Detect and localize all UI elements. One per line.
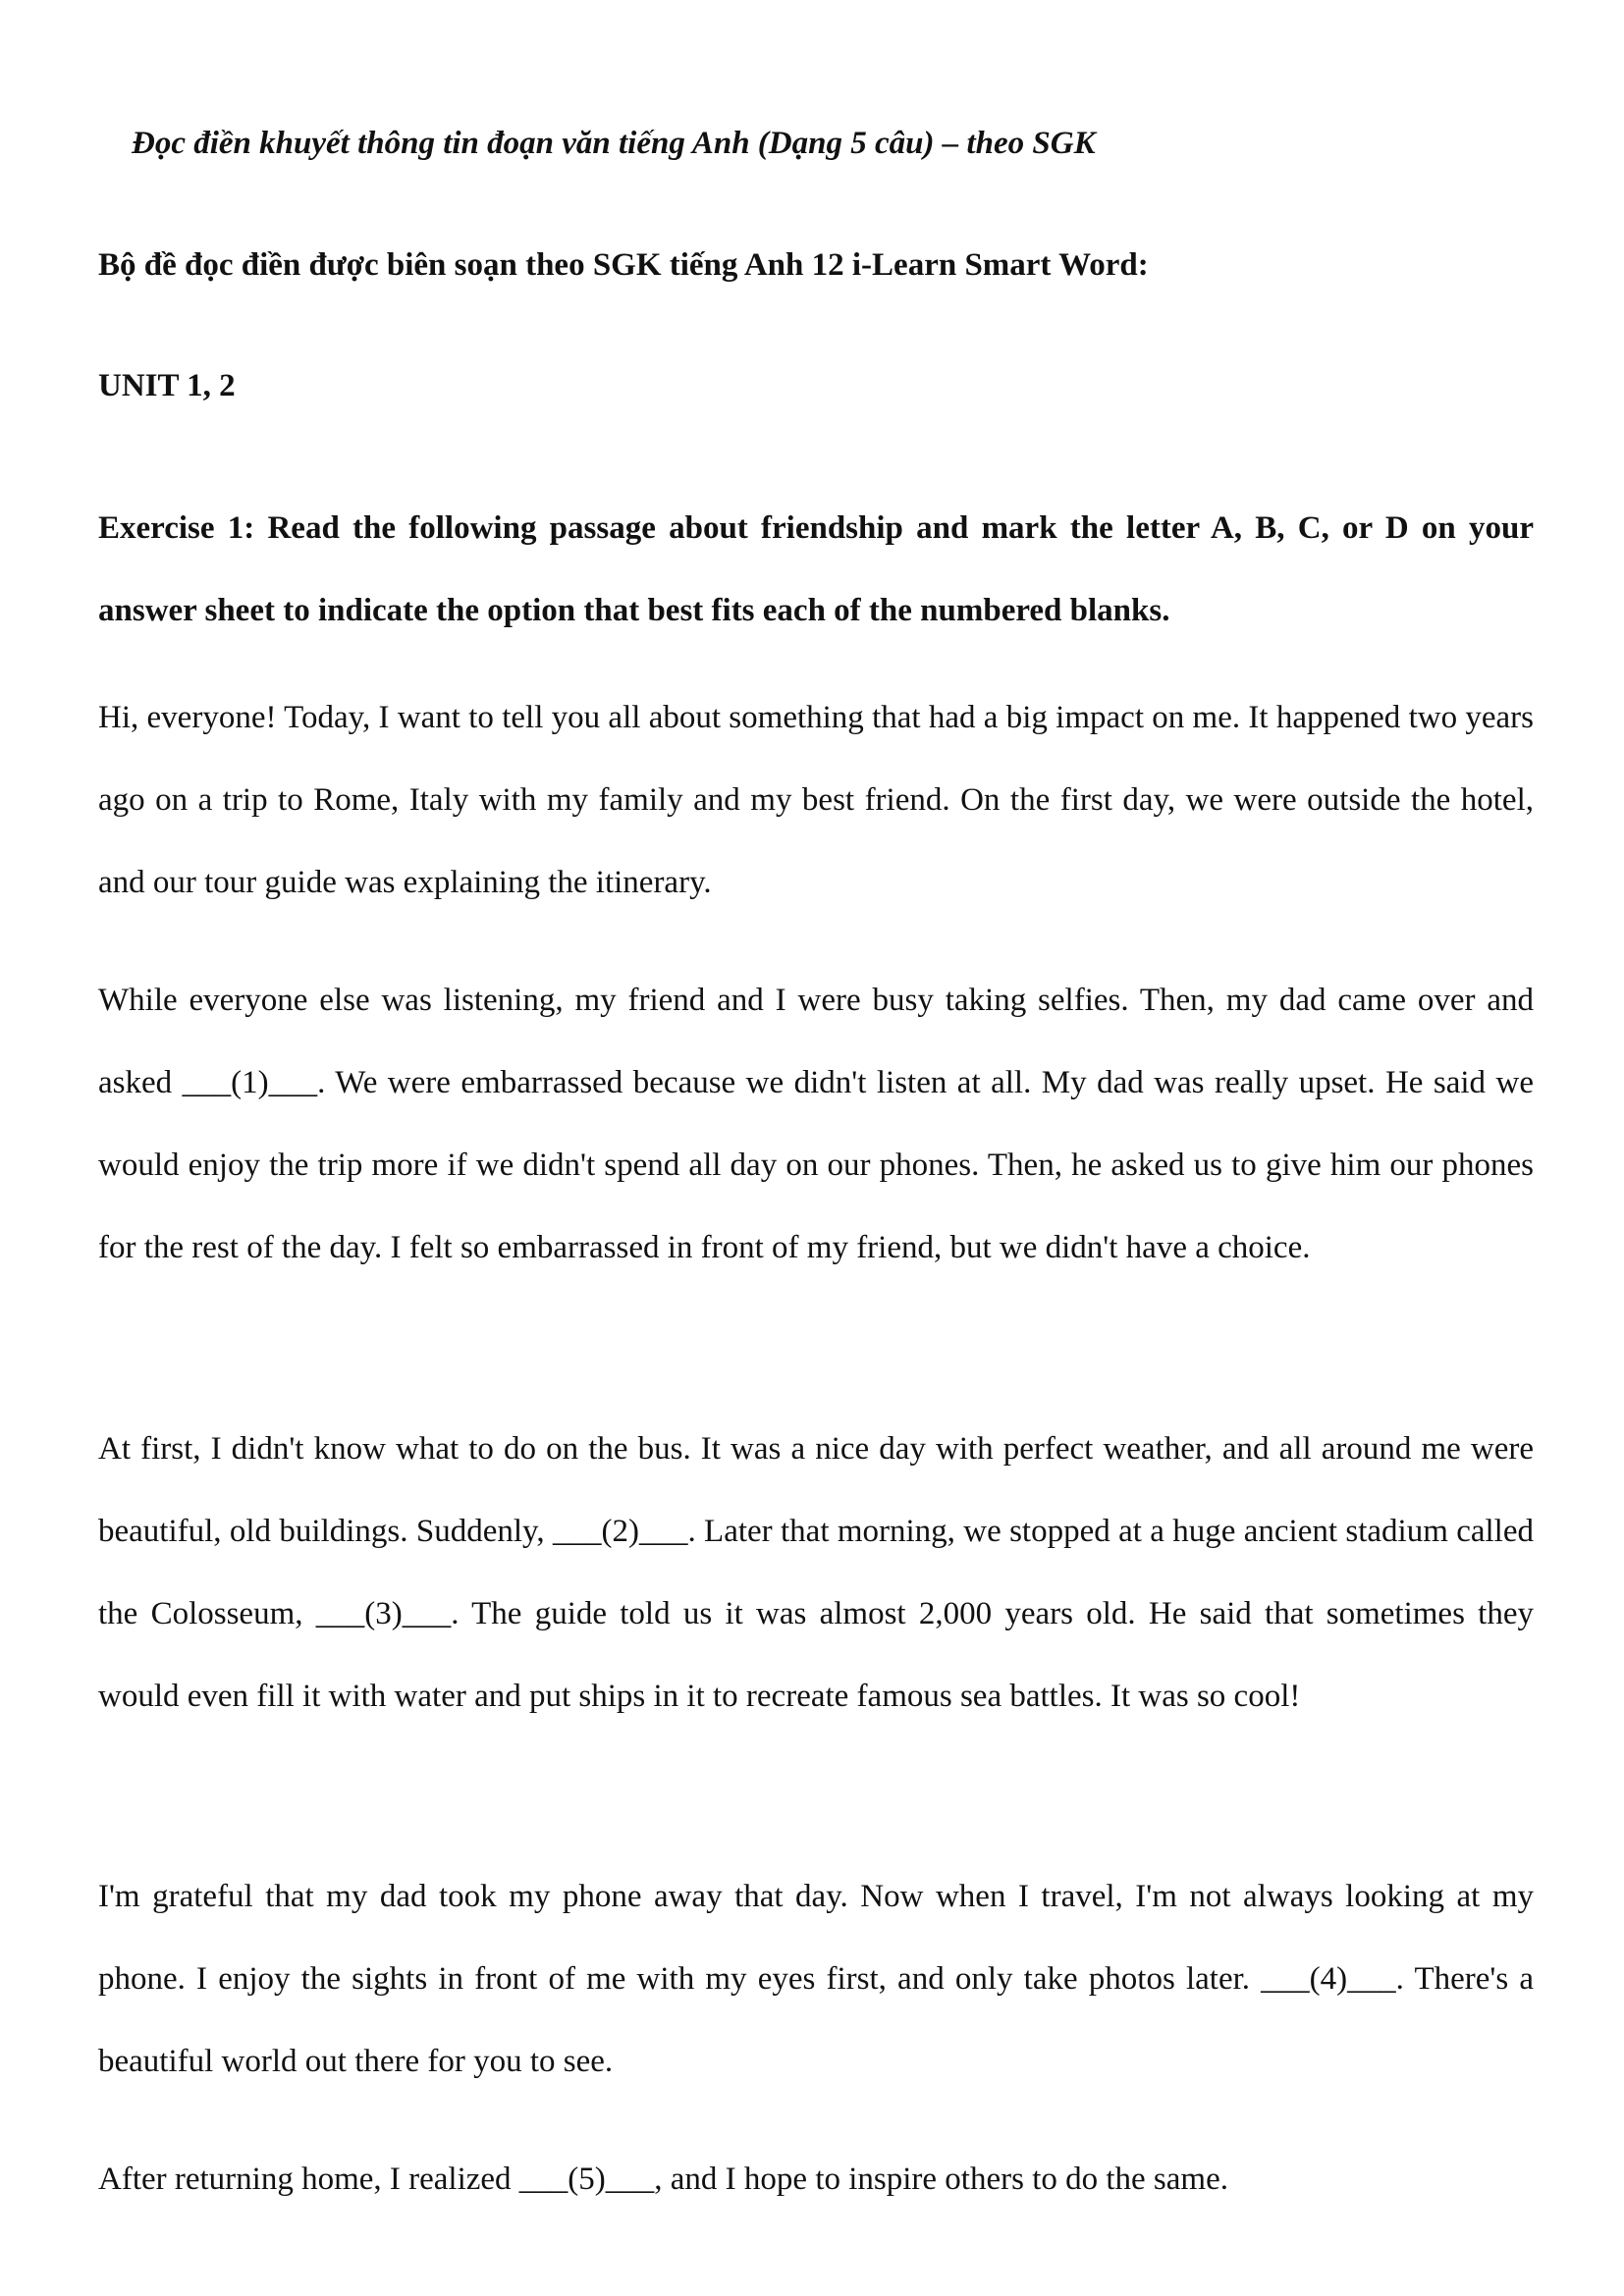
exercise-instruction: Exercise 1: Read the following passage about friendship and mark the letter A, B, C, or D on your answer sheet to indicate the option that best fits each of the numbered blanks.: [98, 510, 1534, 628]
passage-paragraph-5: After returning home, I realized ___(5)___, and I hope to inspire others to do the same.: [98, 2162, 1228, 2197]
passage-paragraph-1: Hi, everyone! Today, I want to tell you all about something that had a big impact on me. It happened two years ago on a trip to Rome, Italy with my family and my best friend. On the first day, we were outside the hotel, and our tour guide was explaining the itinerary.: [98, 700, 1534, 900]
document-title: Đọc điền khuyết thông tin đoạn văn tiếng Anh (Dạng 5 câu) – theo SGK: [132, 126, 1096, 161]
series-heading: Bộ đề đọc điền được biên soạn theo SGK tiếng Anh 12 i-Learn Smart Word:: [98, 247, 1149, 283]
unit-heading: UNIT 1, 2: [98, 368, 236, 403]
passage-paragraph-2: While everyone else was listening, my friend and I were busy taking selfies. Then, my dad came over and asked ___(1)___. We were embarrassed because we didn't listen at all. My dad was really upset. He said we would enjoy the trip more if we didn't spend all day on our phones. Then, he asked us to give him our phones for the rest of the day. I felt so embarrassed in front of my friend, but we didn't have a choice.: [98, 983, 1534, 1265]
passage-paragraph-4: I'm grateful that my dad took my phone away that day. Now when I travel, I'm not always looking at my phone. I enjoy the sights in front of me with my eyes first, and only take photos later. ___(4)___. There's a beautiful world out there for you to see.: [98, 1879, 1534, 2079]
passage-paragraph-3: At first, I didn't know what to do on the bus. It was a nice day with perfect weather, and all around me were beautiful, old buildings. Suddenly, ___(2)___. Later that morning, we stopped at a huge ancient stadium called the Colosseum, ___(3)___. The guide told us it was almost 2,000 years old. He said that sometimes they would even fill it with water and put ships in it to recreate famous sea battles. It was so cool!: [98, 1431, 1534, 1714]
